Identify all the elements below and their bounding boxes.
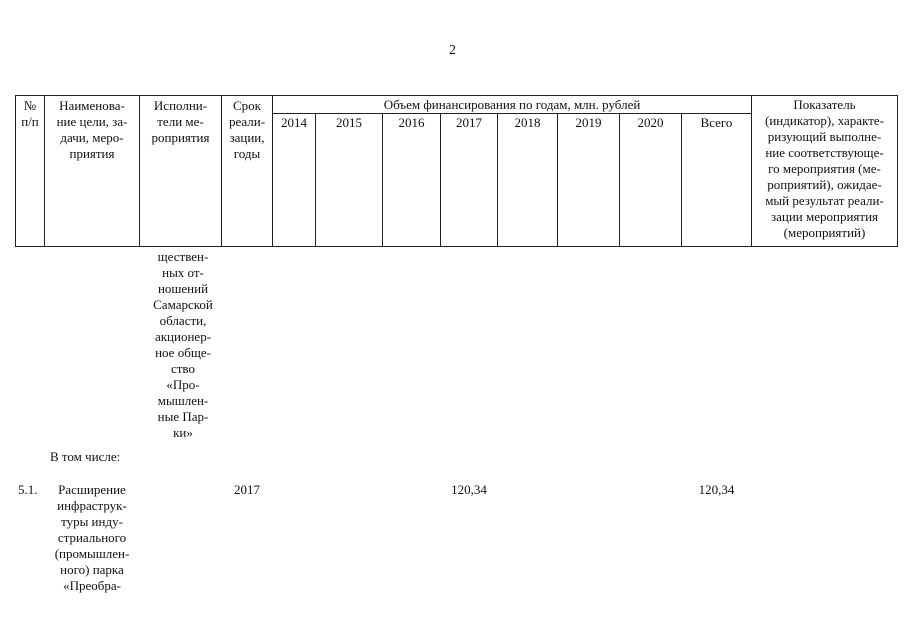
table-right-border [897, 95, 898, 247]
header-executors: Исполни- тели ме- роприятия [151, 98, 210, 145]
header-year: 2017 [456, 115, 482, 130]
table-header-bottom-border [15, 246, 898, 247]
year-col-divider [681, 113, 682, 247]
header-year: 2016 [398, 115, 425, 130]
executor-continuation: ществен- ных от- ношений Самарской области, акционер- ное обще- ство «Про- мышлен- ные Пар- ки» [153, 249, 213, 440]
year-col-divider [619, 113, 620, 247]
row-total: 120,34 [698, 482, 735, 497]
header-name: Наименова- ние цели, за- дачи, меро- приятия [56, 98, 128, 161]
row-name: Расширение инфраструк- туры инду- стриального (промышлен- ного) парка «Преобра- [54, 482, 130, 593]
header-funding-title: Объем финансирования по годам, млн. рублей [383, 97, 641, 112]
header-year: 2019 [575, 115, 602, 130]
row-term: 2017 [234, 482, 260, 497]
page-number: 2 [449, 43, 456, 58]
header-year: 2015 [336, 115, 362, 130]
year-col-divider [315, 113, 316, 247]
header-year: 2018 [514, 115, 541, 130]
year-col-divider [440, 113, 441, 247]
header-total: Всего [700, 115, 733, 130]
funding-subheader-line [272, 113, 751, 114]
header-year: 2020 [637, 115, 664, 130]
row-number: 5.1. [18, 482, 38, 497]
header-term: Срок реали- зации, годы [228, 98, 266, 161]
year-col-divider [497, 113, 498, 247]
row-value-2017: 120,34 [451, 482, 487, 497]
header-number: № п/п [21, 98, 39, 129]
year-col-divider [557, 113, 558, 247]
table-top-border [15, 95, 898, 96]
year-col-divider [382, 113, 383, 247]
header-indicator: Показатель (индикатор), характе- ризующий выполне- ние соответствующе- го мероприятия (ме- роприятий), ожидае- мый результат реали- зации мероприятия (мероприятий) [765, 97, 884, 240]
header-year: 2014 [281, 115, 307, 130]
subtotal-label: В том числе: [50, 449, 121, 464]
